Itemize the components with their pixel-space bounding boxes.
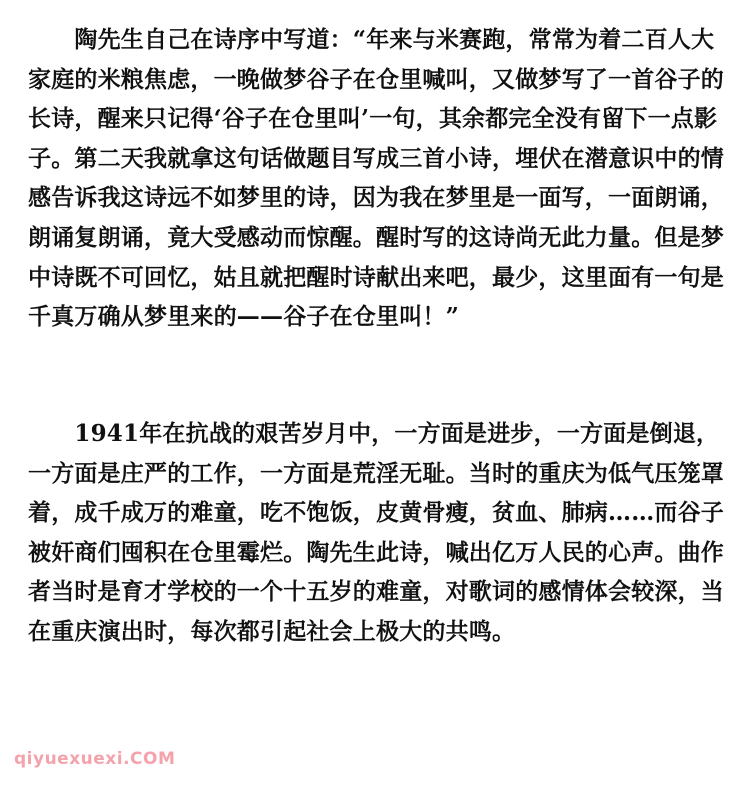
site-watermark: qiyuexuexi.COM <box>14 749 176 769</box>
paragraph-poem-preface: 陶先生自己在诗序中写道：“年来与米赛跑，常常为着二百人大家庭的米粮焦虑，一晚做梦谷子在仓里喊叫，又做梦写了一首谷子的长诗，醒来只记得‘谷子在仓里叫’一句，其余都完全没有留下一点影子。第二天我就拿这句话做题目写成三首小诗，埋伏在潜意识中的情感告诉我这诗远不如梦里的诗，因为我在梦里是一面写，一面朗诵，朗诵复朗诵，竟大受感动而惊醒。醒时写的这诗尚无此力量。但是梦中诗既不可回忆，姑且就把醒时诗献出来吧，最少，这里面有一句是千真万确从梦里来的——谷子在仓里叫！” <box>28 26 724 331</box>
paragraph-historical-background: 1941年在抗战的艰苦岁月中，一方面是进步，一方面是倒退，一方面是庄严的工作，一方面是荒淫无耻。当时的重庆为低气压笼罩着，成千成万的难童，吃不饱饭，皮黄骨瘦，贫血、肺病……而谷子被奸商们囤积在仓里霉烂。陶先生此诗，喊出亿万人民的心声。曲作者当时是育才学校的一个十五岁的难童，对歌词的感情体会较深，当在重庆演出时，每次都引起社会上极大的共鸣。 <box>28 420 724 645</box>
